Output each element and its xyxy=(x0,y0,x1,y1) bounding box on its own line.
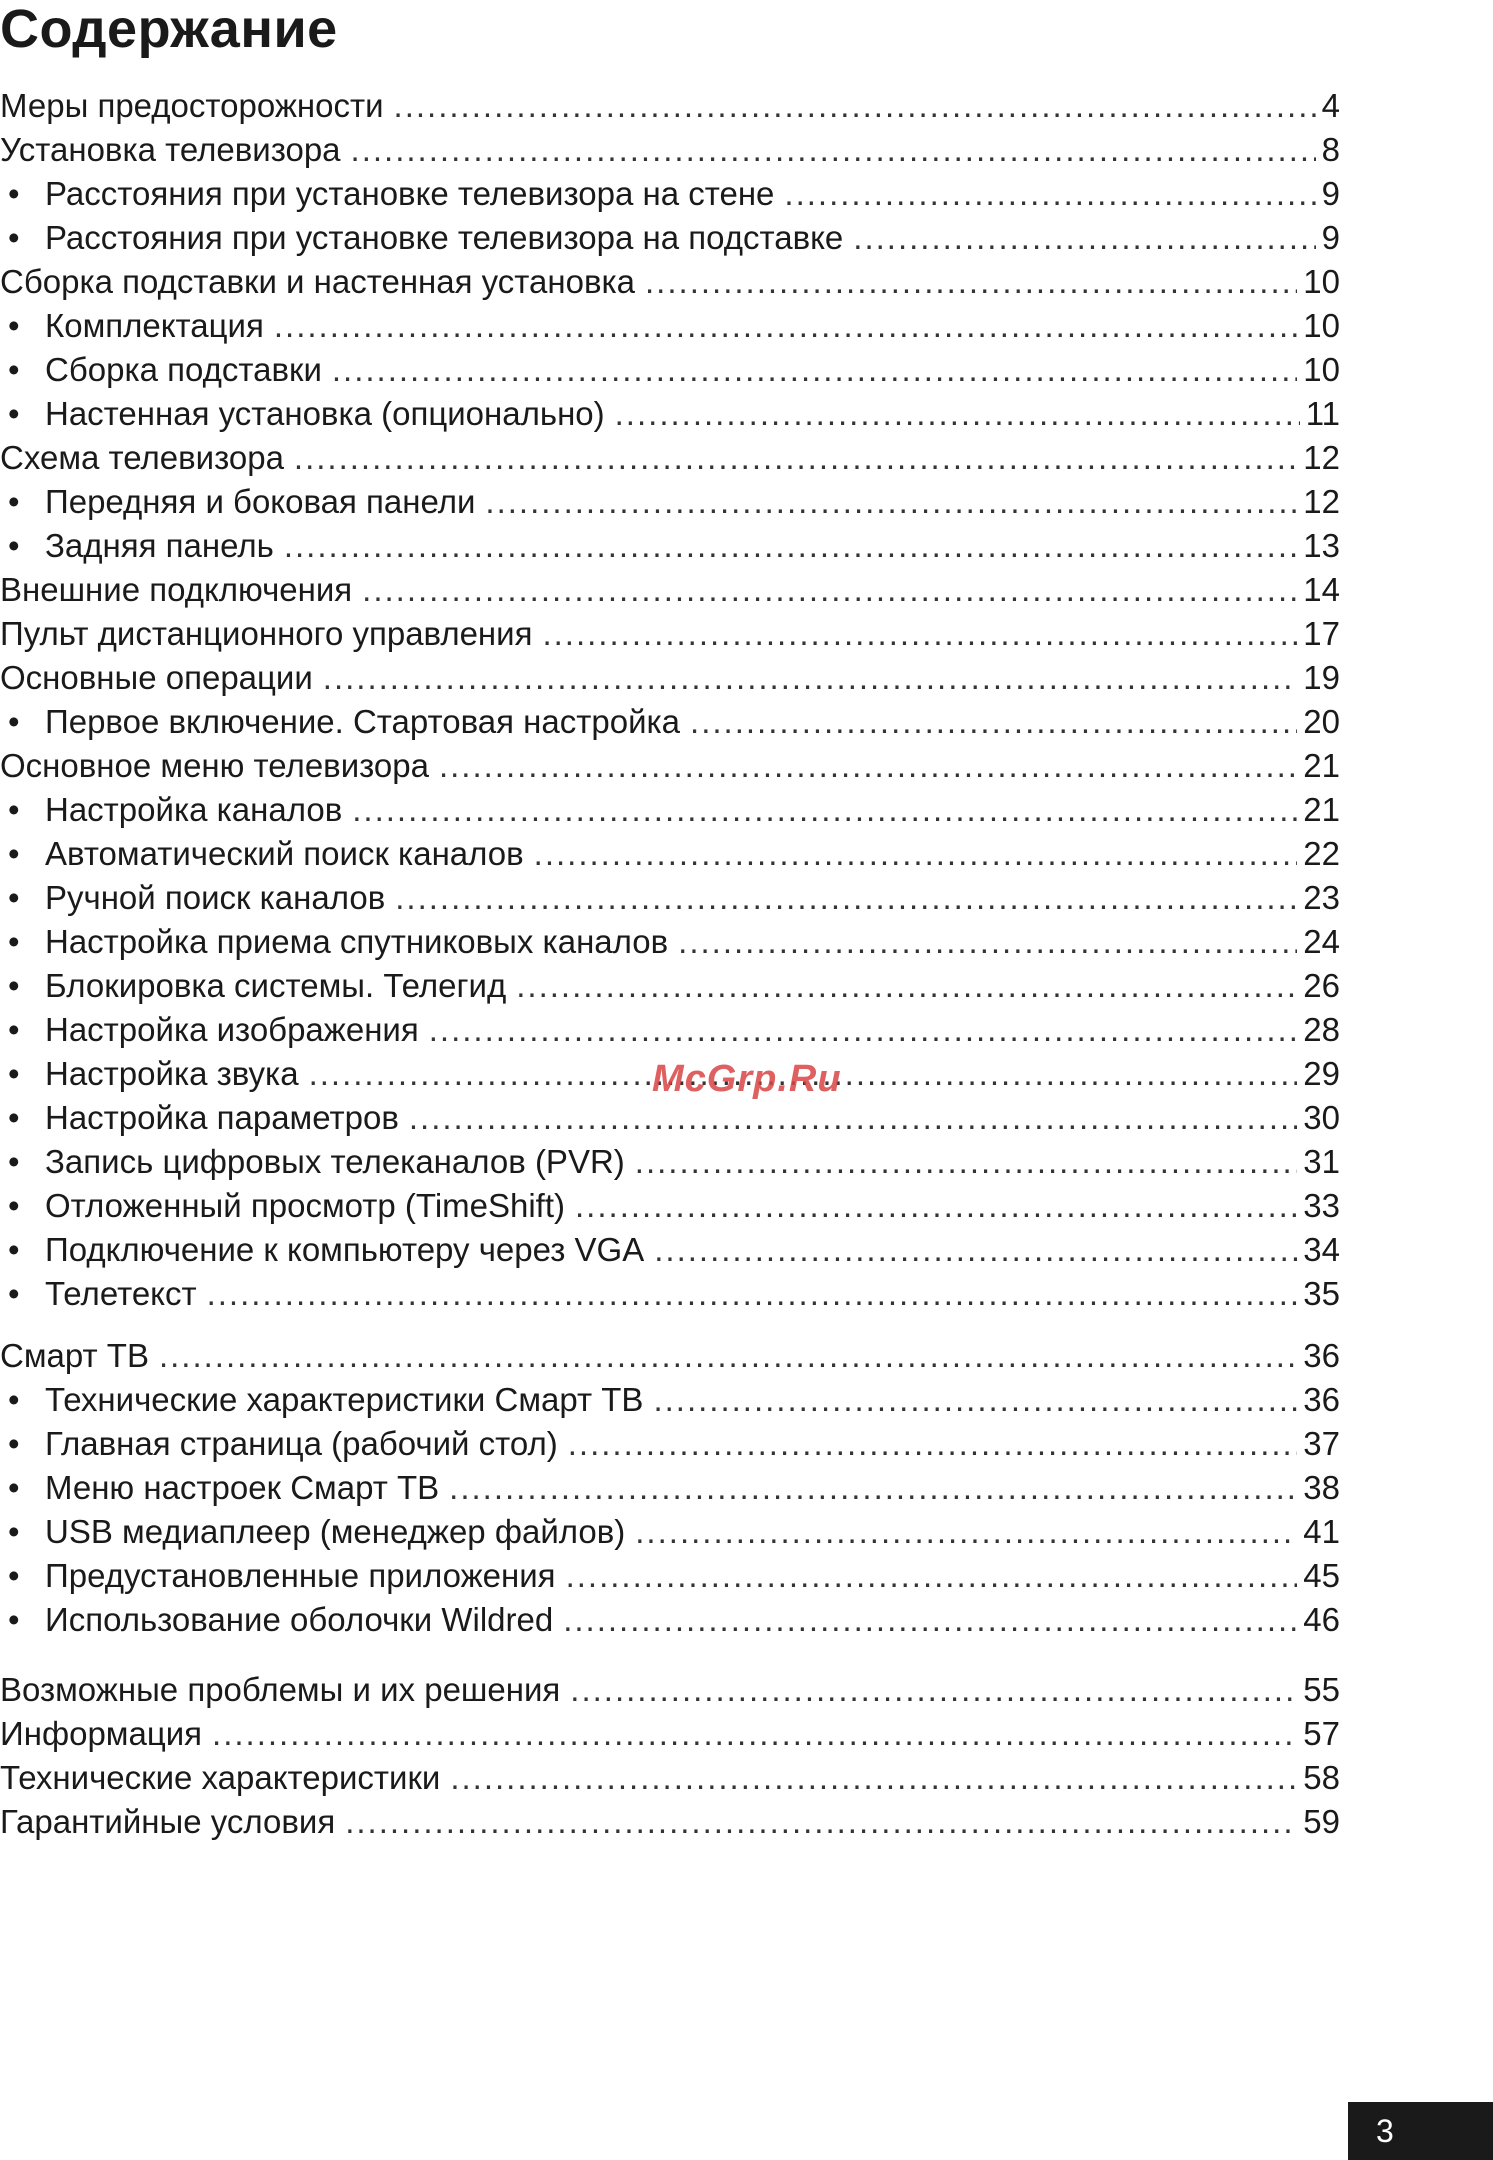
toc-entry-title: Технические характеристики xyxy=(0,1759,441,1796)
toc-dot-leader xyxy=(395,876,1297,920)
toc-entry[interactable] xyxy=(0,1228,1340,1272)
toc-entry-page: 19 xyxy=(1303,659,1340,696)
toc-entry-title: • Предустановленные приложения xyxy=(0,1554,566,1598)
toc-entry-page: 57 xyxy=(1303,1715,1340,1752)
toc-entry-page: 34 xyxy=(1303,1231,1340,1268)
toc-entry-title: • Ручной поиск каналов xyxy=(0,876,395,920)
toc-entry[interactable] xyxy=(0,348,1340,392)
toc-dot-leader xyxy=(568,1422,1298,1466)
toc-entry-title: • Настройка изображения xyxy=(0,1008,429,1052)
toc-entry-title: • Использование оболочки Wildred xyxy=(0,1598,563,1642)
toc-entry-title: • Меню настроек Смарт ТВ xyxy=(0,1466,449,1510)
toc-entry-page: 14 xyxy=(1303,571,1340,608)
toc-dot-leader xyxy=(294,436,1297,480)
toc-entry-page: 9 xyxy=(1321,175,1340,212)
toc-entry-page: 23 xyxy=(1303,879,1340,916)
toc-entry[interactable] xyxy=(0,700,1340,744)
toc-entry-page: 21 xyxy=(1303,747,1340,784)
toc-entry-page: 36 xyxy=(1303,1381,1340,1418)
toc-dot-leader xyxy=(645,260,1297,304)
toc-entry-page: 33 xyxy=(1303,1187,1340,1224)
toc-entry-title: • Настройка звука xyxy=(0,1052,309,1096)
toc-dot-leader xyxy=(654,1228,1297,1272)
toc-entry-title: • Запись цифровых телеканалов (PVR) xyxy=(0,1140,635,1184)
toc-dot-leader xyxy=(394,84,1316,128)
toc-dot-leader xyxy=(207,1272,1298,1316)
toc-entry[interactable] xyxy=(0,524,1340,568)
toc-entry[interactable] xyxy=(0,216,1340,260)
toc-entry-title: Сборка подставки и настенная установка xyxy=(0,263,636,300)
toc-entry-title: • Отложенный просмотр (TimeShift) xyxy=(0,1184,575,1228)
toc-entry-page: 58 xyxy=(1303,1759,1340,1796)
toc-entry-page: 41 xyxy=(1303,1513,1340,1550)
toc-entry[interactable] xyxy=(0,964,1340,1008)
toc-entry-page: 46 xyxy=(1303,1601,1340,1638)
toc-dot-leader xyxy=(351,128,1316,172)
toc-entry-title: • Телетекст xyxy=(0,1272,207,1316)
toc-dot-leader xyxy=(485,480,1297,524)
toc-entry-title: • Технические характеристики Смарт ТВ xyxy=(0,1378,653,1422)
toc-entry-page: 26 xyxy=(1303,967,1340,1004)
toc-entry-title: Схема телевизора xyxy=(0,439,284,476)
toc-entry-page: 10 xyxy=(1303,307,1340,344)
toc-entry[interactable] xyxy=(0,568,1340,612)
toc-entry-title: • Автоматический поиск каналов xyxy=(0,832,534,876)
toc-entry[interactable] xyxy=(0,876,1340,920)
toc-dot-leader xyxy=(635,1510,1297,1554)
toc-entry-page: 30 xyxy=(1303,1099,1340,1136)
toc-dot-leader xyxy=(284,524,1297,568)
toc-entry[interactable] xyxy=(0,1334,1340,1378)
toc-dot-leader xyxy=(653,1378,1297,1422)
toc-dot-leader xyxy=(449,1466,1297,1510)
toc-entry[interactable] xyxy=(0,436,1340,480)
toc-entry-page: 10 xyxy=(1303,351,1340,388)
toc-entry[interactable] xyxy=(0,1140,1340,1184)
toc-entry-page: 24 xyxy=(1303,923,1340,960)
toc-entry-page: 4 xyxy=(1321,87,1340,124)
toc-entry[interactable] xyxy=(0,1712,1340,1756)
toc-entry-page: 28 xyxy=(1303,1011,1340,1048)
toc-entry[interactable] xyxy=(0,1184,1340,1228)
toc-entry[interactable] xyxy=(0,1008,1340,1052)
toc-entry-page: 12 xyxy=(1303,483,1340,520)
toc-dot-leader xyxy=(534,832,1298,876)
toc-entry-page: 8 xyxy=(1321,131,1340,168)
toc-entry-page: 22 xyxy=(1303,835,1340,872)
toc-entry-title: • Расстояния при установке телевизора на подставке xyxy=(0,216,853,260)
page-number: 3 xyxy=(1348,2102,1493,2160)
toc-entry[interactable] xyxy=(0,1378,1340,1422)
toc-entry[interactable] xyxy=(0,128,1340,172)
toc-entry-title: • Главная страница (рабочий стол) xyxy=(0,1422,568,1466)
toc-dot-leader xyxy=(784,172,1315,216)
toc-entry-title: Возможные проблемы и их решения xyxy=(0,1671,561,1708)
toc-entry-page: 21 xyxy=(1303,791,1340,828)
toc-dot-leader xyxy=(678,920,1297,964)
toc-entry[interactable] xyxy=(0,1554,1340,1598)
toc-entry[interactable] xyxy=(0,1422,1340,1466)
toc-entry[interactable] xyxy=(0,920,1340,964)
toc-dot-leader xyxy=(362,568,1297,612)
page-title: Содержание xyxy=(0,0,338,59)
toc-dot-leader xyxy=(332,348,1297,392)
toc-entry-title: • Сборка подставки xyxy=(0,348,332,392)
toc-entry-page: 55 xyxy=(1303,1671,1340,1708)
toc-dot-leader xyxy=(159,1334,1297,1378)
toc-dot-leader xyxy=(635,1140,1298,1184)
toc-dot-leader xyxy=(450,1756,1297,1800)
toc-entry-page: 31 xyxy=(1303,1143,1340,1180)
toc-entry-title: • Комплектация xyxy=(0,304,274,348)
toc-entry[interactable] xyxy=(0,84,1340,128)
toc-dot-leader xyxy=(615,392,1300,436)
toc-entry[interactable] xyxy=(0,1096,1340,1140)
toc-dot-leader xyxy=(323,656,1297,700)
toc-entry-page: 45 xyxy=(1303,1557,1340,1594)
toc-entry-title: • Задняя панель xyxy=(0,524,284,568)
toc-entry[interactable] xyxy=(0,172,1340,216)
toc-entry-page: 38 xyxy=(1303,1469,1340,1506)
toc-dot-leader xyxy=(212,1712,1297,1756)
toc-entry[interactable] xyxy=(0,1598,1340,1642)
toc-entry-title: Гарантийные условия xyxy=(0,1803,336,1840)
toc-dot-leader xyxy=(566,1554,1298,1598)
toc-dot-leader xyxy=(853,216,1315,260)
toc-entry-page: 37 xyxy=(1303,1425,1340,1462)
toc-entry-title: • Настройка приема спутниковых каналов xyxy=(0,920,678,964)
toc-entry-title: • Расстояния при установке телевизора на стене xyxy=(0,172,784,216)
toc-entry-page: 13 xyxy=(1303,527,1340,564)
toc-entry-title: Основное меню телевизора xyxy=(0,747,429,784)
toc-dot-leader xyxy=(563,1598,1297,1642)
toc-entry[interactable] xyxy=(0,788,1340,832)
toc-entry[interactable] xyxy=(0,656,1340,700)
toc-entry-page: 10 xyxy=(1303,263,1340,300)
toc-entry-title: Основные операции xyxy=(0,659,313,696)
toc-dot-leader xyxy=(516,964,1297,1008)
toc-entry-page: 36 xyxy=(1303,1337,1340,1374)
toc-entry[interactable] xyxy=(0,1668,1340,1712)
toc-entry-title: • Блокировка системы. Телегид xyxy=(0,964,516,1008)
toc-entry-title: • USB медиаплеер (менеджер файлов) xyxy=(0,1510,635,1554)
toc-entry-title: Меры предосторожности xyxy=(0,87,384,124)
toc-entry-page: 59 xyxy=(1303,1803,1340,1840)
toc-entry-title: Установка телевизора xyxy=(0,131,341,168)
toc-entry[interactable] xyxy=(0,304,1340,348)
toc-entry-page: 12 xyxy=(1303,439,1340,476)
toc-entry-title: Информация xyxy=(0,1715,203,1752)
toc-entry-title: • Настенная установка (опционально) xyxy=(0,392,615,436)
toc-entry[interactable] xyxy=(0,480,1340,524)
toc-entry-page: 17 xyxy=(1303,615,1340,652)
toc-entry-title: Внешние подключения xyxy=(0,571,353,608)
toc-dot-leader xyxy=(429,1008,1298,1052)
toc-entry[interactable] xyxy=(0,1756,1340,1800)
watermark: McGrp.Ru xyxy=(652,1058,842,1100)
toc-dot-leader xyxy=(439,744,1297,788)
toc-dot-leader xyxy=(575,1184,1297,1228)
toc-entry-title: • Настройка каналов xyxy=(0,788,352,832)
toc-entry-page: 11 xyxy=(1305,395,1340,432)
toc-dot-leader xyxy=(409,1096,1297,1140)
toc-entry[interactable] xyxy=(0,260,1340,304)
toc-entry[interactable] xyxy=(0,1272,1340,1316)
toc-entry[interactable] xyxy=(0,744,1340,788)
toc-entry[interactable] xyxy=(0,612,1340,656)
toc-entry[interactable] xyxy=(0,1510,1340,1554)
toc-entry[interactable] xyxy=(0,1800,1340,1844)
toc-entry[interactable] xyxy=(0,832,1340,876)
toc-entry-page: 9 xyxy=(1321,219,1340,256)
toc-dot-leader xyxy=(542,612,1297,656)
toc-entry-title: Смарт ТВ xyxy=(0,1337,149,1374)
toc-dot-leader xyxy=(345,1800,1297,1844)
toc-entry-title: Пульт дистанционного управления xyxy=(0,615,533,652)
toc-entry-page: 35 xyxy=(1303,1275,1340,1312)
toc-dot-leader xyxy=(690,700,1297,744)
toc-entry-page: 29 xyxy=(1303,1055,1340,1092)
toc-dot-leader xyxy=(274,304,1297,348)
toc-dot-leader xyxy=(570,1668,1297,1712)
toc-entry-title: • Настройка параметров xyxy=(0,1096,409,1140)
toc-entry[interactable] xyxy=(0,1466,1340,1510)
toc-entry-title: • Подключение к компьютеру через VGA xyxy=(0,1228,654,1272)
toc-entry-title: • Передняя и боковая панели xyxy=(0,480,485,524)
toc-entry[interactable] xyxy=(0,392,1340,436)
toc-entry-title: • Первое включение. Стартовая настройка xyxy=(0,700,690,744)
toc-dot-leader xyxy=(352,788,1297,832)
toc-entry-page: 20 xyxy=(1303,703,1340,740)
table-of-contents xyxy=(0,84,1340,1844)
